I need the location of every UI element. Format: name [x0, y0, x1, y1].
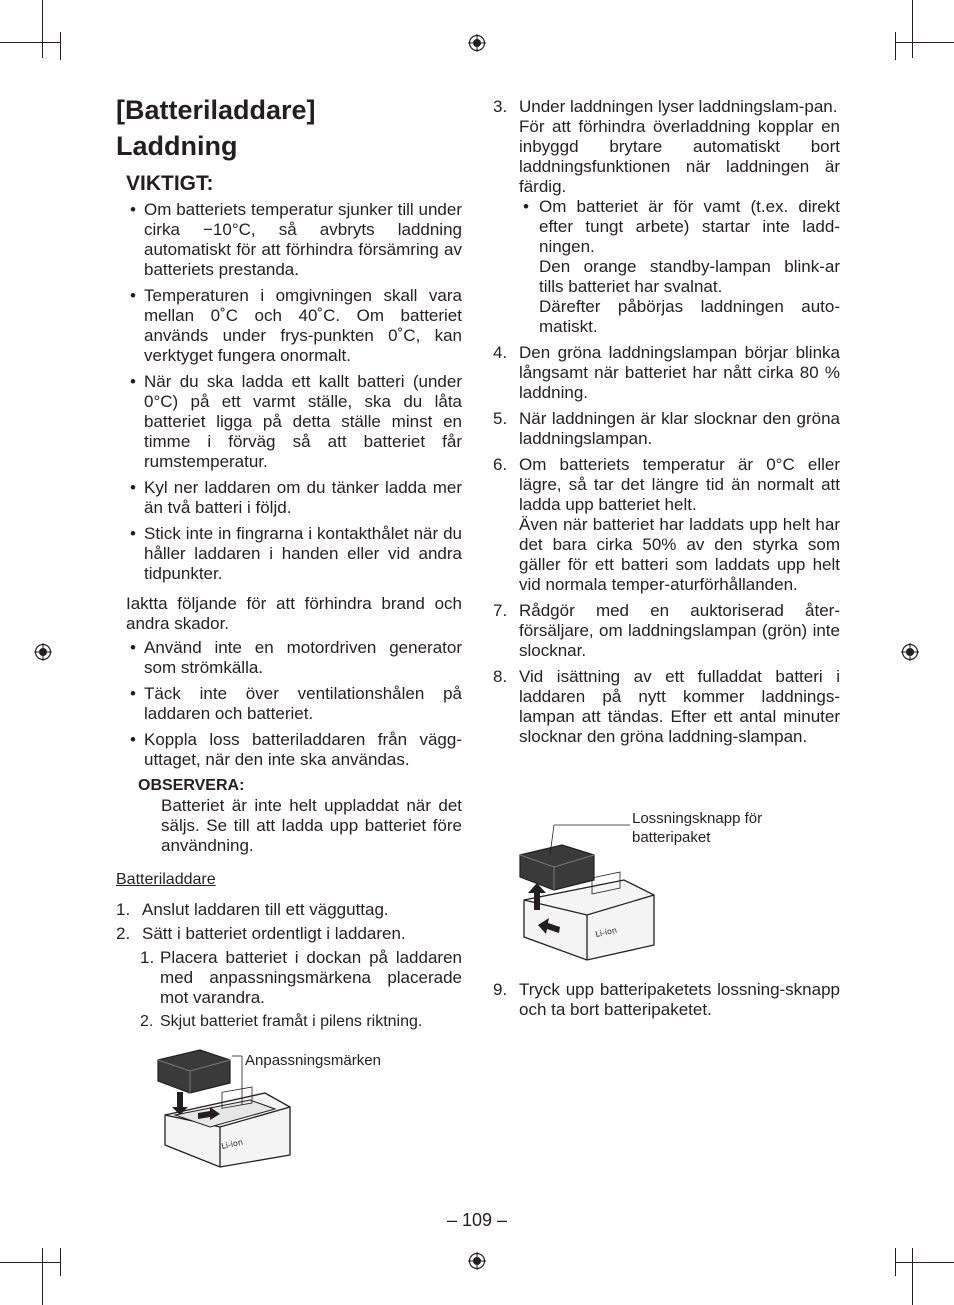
charger-brand-text: Li-ion	[594, 925, 618, 939]
step-text: Anslut laddaren till ett vägguttag.	[142, 900, 389, 919]
step-number: 2.	[140, 1013, 154, 1030]
registration-mark-icon	[468, 1252, 486, 1270]
bullet-text: Temperaturen i omgivningen skall vara mellan 0˚C och 40˚C. Om batteriet används under frys-punkten 0˚C, kan verktyget fungera onormalt.	[144, 286, 462, 365]
observera-heading: OBSERVERA:	[138, 777, 245, 794]
list-item	[493, 667, 840, 747]
crop-mark	[60, 32, 61, 60]
step-text: Om batteriets temperatur är 0°C eller lägre, så tar det längre tid än normalt att ladda upp batteriet helt.	[519, 455, 840, 514]
step-text: Under laddningen lyser laddningslam-pan.	[519, 97, 838, 116]
list-item	[493, 343, 840, 403]
crop-mark	[895, 42, 954, 43]
crop-mark	[0, 42, 60, 43]
title-line-2: Laddning	[116, 131, 238, 161]
step-text: Rådgör med en auktoriserad åter-försäljare, om laddningslampan (grön) inte slocknar.	[519, 601, 840, 660]
list-item: • Använd inte en motordriven generator som strömkälla.	[130, 638, 462, 677]
list-item	[116, 900, 462, 920]
list-item: • Koppla loss batteriladdaren från vägg-uttaget, när den inte ska användas.	[130, 730, 462, 769]
crop-mark	[912, 1248, 913, 1305]
list-item: • Om batteriets temperatur sjunker till under cirka −10°C, så avbryts laddning automatiskt för att förhindra försämring av batteriets prestanda.	[130, 200, 462, 279]
step-number: 2.	[116, 924, 131, 943]
registration-mark-icon	[901, 643, 919, 661]
crop-mark	[895, 1248, 896, 1276]
list-item	[493, 455, 840, 595]
list-item: • Täck inte över ventilationshålen på laddaren och batteriet.	[130, 684, 462, 723]
step-text: Skjut batteriet framåt i pilens riktning.	[160, 1013, 423, 1030]
list-item	[116, 1012, 462, 1032]
step-text: Tryck upp batteripaketets lossning-sknapp och ta bort batteripaketet.	[519, 980, 840, 1019]
list-item: • Kyl ner laddaren om du tänker ladda mer än två batteri i följd.	[130, 478, 462, 517]
title-line-1: [Batteriladdare]	[116, 95, 316, 125]
crop-mark	[0, 1262, 60, 1263]
step-text: Den gröna laddningslampan börjar blinka långsamt när batteriet har nått cirka 80 % laddning.	[519, 343, 840, 402]
crop-mark	[895, 32, 896, 60]
step-number: 9.	[493, 980, 508, 999]
step-number: 8.	[493, 667, 508, 686]
list-item	[493, 980, 840, 1026]
crop-mark	[60, 1248, 61, 1276]
step-number: 3.	[493, 97, 508, 116]
bullet-text: Stick inte in fingrarna i kontakthålet när du håller laddaren i handen eller vid andra tidpunkter.	[144, 524, 462, 583]
viktigt-heading: VIKTIGT:	[126, 172, 214, 195]
step-number: 6.	[493, 455, 508, 474]
step-number: 1.	[116, 900, 131, 919]
crop-mark	[42, 1248, 43, 1305]
bullet-text: Den orange standby-lampan blink-ar tills batteriet har svalnat.	[539, 257, 840, 296]
step-number: 7.	[493, 601, 508, 620]
list-item	[493, 409, 840, 449]
observera-text: Batteriet är inte helt uppladdat när det säljs. Se till att ladda upp batteriet före användning.	[161, 796, 462, 855]
step-text: Sätt i batteriet ordentligt i laddaren.	[142, 924, 406, 943]
step-text: Även när batteriet har laddats upp helt har det bara cirka 50% av den styrka som gäller för ett batteri som laddats upp helt vid normala temper-aturförhållanden.	[519, 515, 840, 594]
crop-mark	[895, 1262, 954, 1263]
step-9	[493, 980, 840, 1020]
bullet-text: Använd inte en motordriven generator som strömkälla.	[144, 638, 462, 677]
bullet-text: Därefter påbörjas laddningen auto-matiskt.	[539, 297, 840, 336]
crop-mark	[42, 0, 43, 58]
list-item	[493, 97, 840, 337]
registration-mark-icon	[34, 643, 52, 661]
fire-intro: Iaktta följande för att förhindra brand och andra skador.	[126, 594, 462, 633]
bullet-text: Om batteriet är för vamt (t.ex. direkt efter tungt arbete) startar inte ladd-ningen.	[539, 197, 840, 256]
bullet-text: Kyl ner laddaren om du tänker ladda mer än två batteri i följd.	[144, 478, 462, 517]
figure-label: Lossningsknapp för batteripaket	[632, 810, 763, 846]
subheading: Batteriladdare	[116, 871, 216, 888]
bullet-text: När du ska ladda ett kallt batteri (under 0°C) på ett varmt ställe, ska du låta batteriet ligga på detta ställe minst en timme i förväg så att batteriet får rumstemperatur.	[144, 372, 462, 471]
figure-label: Anpassningsmärken	[245, 1052, 381, 1069]
list-item: • Temperaturen i omgivningen skall vara mellan 0˚C och 40˚C. Om batteriet används under frys-punkten 0˚C, kan verktyget fungera onormalt.	[130, 286, 462, 365]
crop-mark	[912, 0, 913, 58]
list-item	[493, 601, 840, 661]
left-column	[116, 92, 462, 1036]
step-number: 4.	[493, 343, 508, 362]
step-text: Placera batteriet i dockan på laddaren med anpassningsmärkena placerade mot varandra.	[160, 948, 462, 1007]
step-text: När laddningen är klar slocknar den gröna laddningslampan.	[519, 409, 840, 448]
charger-brand-text: Li-ion	[220, 1137, 244, 1151]
list-item: • När du ska ladda ett kallt batteri (under 0°C) på ett varmt ställe, ska du låta batteriet ligga på detta ställe minst en timme i förväg så att batteriet får rumstemperatur.	[130, 372, 462, 471]
list-item	[116, 948, 462, 1008]
step-number: 1.	[140, 948, 155, 967]
list-item: • Stick inte in fingrarna i kontakthålet när du håller laddaren i handen eller vid andra tidpunkter.	[130, 524, 462, 583]
right-column	[493, 97, 840, 753]
step-text: Vid isättning av ett fulladdat batteri i laddaren på nytt kommer laddnings-lampan att tändas. Efter ett antal minuter slocknar den gröna laddning-slampan.	[519, 667, 840, 746]
bullet-text: Om batteriets temperatur sjunker till under cirka −10°C, så avbryts laddning automatiskt för att förhindra försämring av batteriets prestanda.	[144, 200, 462, 279]
bullet-text: Täck inte över ventilationshålen på laddaren och batteriet.	[144, 684, 462, 723]
bullet-text: Koppla loss batteriladdaren från vägg-uttaget, när den inte ska användas.	[144, 730, 462, 769]
page-title	[116, 92, 462, 164]
step-text: För att förhindra överladdning kopplar en inbyggd brytare automatiskt bort laddningsfunktionen när laddningen är färdig.	[519, 117, 840, 196]
list-item: • Om batteriet är för vamt (t.ex. direkt efter tungt arbete) startar inte ladd-ningen. Den orange standby-lampan blink-ar tills batteriet har svalnat. Därefter påbörjas laddningen auto-matiskt.	[523, 197, 840, 336]
step-number: 5.	[493, 409, 508, 428]
registration-mark-icon	[468, 34, 486, 52]
list-item	[116, 924, 462, 944]
page-number: – 109 –	[446, 1210, 508, 1230]
